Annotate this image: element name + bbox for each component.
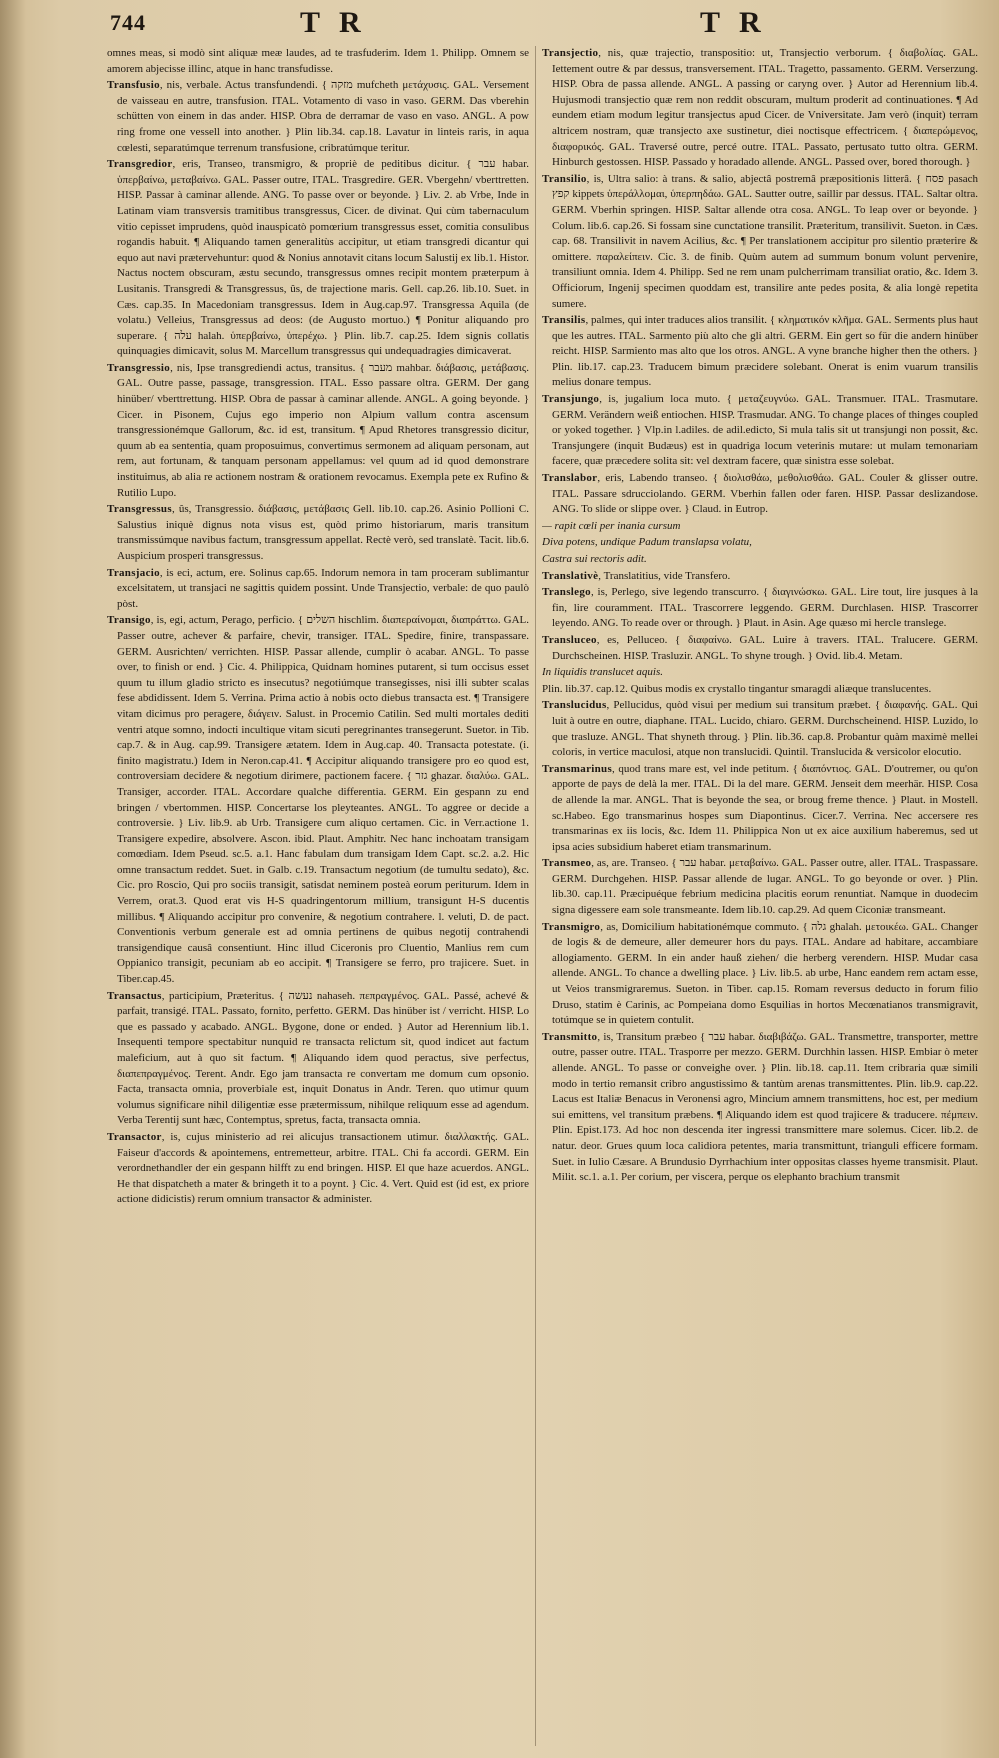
entry-headword: Transfusio — [107, 79, 160, 92]
entry-text: , as, are. Transeo. { עבר habar. μεταβαίνω. GAL. Passer outre, aller. ITAL. Traspassare. GERM. Durchgehen. HISP. Passar allende de lugar. ANGL. To go beyonde or over. } Plin. lib.30. cap.11. Præcipuéque febrium medicina placitis eorum renuntiat. Namque in duodecim signa digessere eam sole transmeante. Idem lib.10. cap.29. Ad quem Ciconiæ transmeant. — [552, 857, 978, 917]
dictionary-entry — [542, 392, 978, 470]
dictionary-entry — [107, 157, 529, 360]
entry-headword: Transgredior — [107, 158, 173, 171]
entry-text: , ûs, Transgressio. διάβασις, μετάβασις Gell. lib.10. cap.26. Asinio Pollioni C. Salustius iniquè dignus nota visus est, quòd primo historiarum, maris transitum transmissúmque navibus factum, transgressum appellat. Rectè verò, sed translatè. Tacit. lib.6. Auspicium prosperi transgressus. — [117, 503, 529, 562]
dictionary-entry — [542, 698, 978, 760]
entry-text: , as, Domicilium habitationémque commuto. { גלה ghalah. μετοικέω. GAL. Changer de logis & de demeure, aller demeurer hors du pays. ITAL. Andare ad habitare, accambiare allogiamento. GERM. In ein ander hauß ziehen/ die herberg verendern. HISP. Mudar casa allende. ANGL. To chance a dwelling place. } Liv. lib.5. ab urbe, Hanc eandem rem actam esse, ut Veios transmigraremus. Sueton. in Tiber. cap.15. Romam reversus deducto in forum filio Druso, statim è Carinis, ac Pompeiana domo Esquilias in hortos Mecœnatianos transmigravit, totúmque se in quietem contulit. — [552, 920, 978, 1027]
entry-headword: Translego — [542, 586, 591, 599]
dictionary-entry — [107, 1130, 529, 1208]
running-head-right: T R — [700, 6, 767, 39]
entry-text: , es, Pelluceo. { διαφαίνω. GAL. Luire à travers. ITAL. Tralucere. GERM. Durchscheinen. HISP. Trasluzir. ANGL. To shyne trough. } Ovid. lib.4. Metam. — [552, 633, 978, 662]
entry-text: , is, jugalium loca muto. { μεταζευγνύω. GAL. Transmuer. ITAL. Trasmutare. GERM. Verändern weiß entiochen. HISP. Trasmudar. ANG. To change places of thinges coupled or yoked together. } Vlp.in l.adiles. de adil.edicto, Si mula talis sit ut transjungi non possit, &c. Transjungere (inquit Budæus) est in quadriga locum veterinis mutare: ut mulam temonariam facere, quæ præcedere solita sit: vel dextram facere, quæ sinistra esse solebat. — [552, 393, 978, 468]
dictionary-entry — [542, 172, 978, 312]
dictionary-entry — [542, 46, 978, 171]
entry-text: omnes meas, si modò sint aliquæ meæ laudes, ad te trasfuderim. Idem 1. Philipp. Omnem se amorem abjecisse illinc, atque in hanc transfudisse. — [107, 47, 529, 75]
entry-text: , is, Transitum præbeo { עבר habar. διαβιβάζω. GAL. Transmettre, transporter, mettre outre, passer outre. ITAL. Trasporre per mezzo. GERM. Durchhin lassen. HISP. Embiar ò meter allende. ANGL. To passe or conveighe over. } Plin. lib.18. cap.11. Item cribraria quæ simili modo in tertio remansit cribro angustissimo & tantùm arenas transmittentes. Plin. lib.9. cap.22. Lacus est Italiæ Benacus in Veronensi agro, Mincium amnem transmittens, hoc est, per medium sui emittens, vel transitum præbens. ¶ Aliquando idem est quod trajicere & traducere. πέμπειν. Plin. Epist.173. Ad hoc non descenda iter ingressi transmittere mare solemus. Cicer. lib.2. de natur. deor. Grues quum loca calidiora petentes, maria transmittunt, trianguli efficere formam. Suet. in Iulio Cæsare. A Brundusio Dyrrhachium inter oppositas classes hyeme transmisit. Plaut. Milit. sc.1. a.1. Per corium, per viscera, perque os elephanto brachium transmit — [552, 1030, 978, 1184]
entry-headword: Transactor — [107, 1130, 162, 1143]
entry-headword: Transjungo — [542, 393, 600, 406]
column-rule — [535, 46, 536, 1746]
dictionary-entry — [542, 633, 978, 664]
dictionary-entry — [107, 78, 529, 156]
entry-headword: Translabor — [542, 472, 598, 485]
entry-text: , participium, Præteritus. { נעשה nahaseh. πεπραγμένος. GAL. Passé, achevé & parfait, transigé. ITAL. Passato, fornito, perfetto. GERM. Das hinüber ist / verricht. HISP. Lo que es passado y acabado. ANGL. Bygone, done or ended. } Autor ad Herennium lib.1. Insequenti tempore spectabitur nunquid re transacta relictum sit, quod indicet aut factum maleficium, aut à quo sit factum. ¶ Aliquando idem quod peractus, sive perfectus, διαπεπραγμένος. Terent. Andr. Ego jam transacta re convertam me domum cum opsonio. Facta, transacta omnia, proverbiale est, inquit Donatus in Andr. Teren. quo utimur quum volumus significare nihil diligentiæ esse prætermissum, nihilque reliquum esse ad agendum. Verba Terentij sunt hæc, Contemptus, spretus, facta, transacta omnia. — [117, 989, 529, 1127]
verse-line — [542, 665, 978, 681]
dictionary-entry — [542, 920, 978, 1029]
dictionary-entry — [542, 682, 978, 698]
entry-text: , eris, Transeo, transmigro, & propriè de peditibus dicitur. { עבר habar. ὑπερβαίνω, μεταβαίνω. GAL. Passer outre, ITAL. Trasgredire. GER. Vbergehn/ vberttretten. HISP. Passar à caminar allende. ANG. To passe over or beyonde. } Liv. 2. ab Vrbe, Inde in Latinam viam transversis tramitibus transgressus, Cicer. de divinat. Qui cùm tabernaculum vitio cepisset imprudens, quòd inauspicatò pomœrium transgressus esset, comitia consulibus rogandis habuit. ¶ Aliquando tamen generalitùs accipitur, ut etiam transgredi dicantur qui equo aut navi prætervehuntur: quod & Nonius annotavit citans locum Salustij ex lib.1. Histor. Nactus noctem obscuram, æstu secundo, transgressus omnes recipit montem præterpum à Lusitanis. Transgredi & Transgressus, ûs, de trajectione maris. Gell. cap.26. lib.10. Suet. in Cæs. cap.35. In Macedoniam transgressus. Idem in Aug.cap.97. Transgressa Aquila (de volatu.) Velleius, Transgressus ad deos: (de Augusto mortuo.) ¶ Ponitur aliquando pro superare. { עלה halah. ὑπερβαίνω, ὑπερέχω. } Plin. lib.7. cap.25. Idem signis collatis quinquagies dimicavit, solus M. Marcellum transgressus qui undequadragies dimicaverat. — [117, 158, 529, 358]
entry-headword: Transmitto — [542, 1030, 598, 1043]
entry-headword: Transmarinus — [542, 762, 613, 775]
entry-headword: Transmigro — [542, 920, 601, 933]
entry-text: , is, Perlego, sive legendo transcurro. { διαγινώσκω. GAL. Lire tout, lire jusques à la fin, lire couramment. ITAL. Trascorrere leggendo. GERM. Durchlasen. HISP. Trascorrer leyendo. ANG. To reade over or through. } Plaut. in Asin. Age quæso mi hercle translege. — [552, 586, 978, 630]
entry-text: , palmes, qui inter traduces alios transilit. { κληματικόν κλῆμα. GAL. Serments plus haut que les autres. ITAL. Sarmento più alto che gli altri. GERM. Ein gert so für die andern hinüber reicht. HISP. Sarmiento mas alto que los otros. ANGL. A vyne branche higher then the others. } Plin. lib.17. cap.23. Traducem bimum præcidere solebant. Onerat is enim vuarum transilis melius donare tempus. — [552, 314, 978, 389]
dictionary-entry — [107, 46, 529, 77]
entry-headword: Transilio — [542, 172, 587, 185]
dictionary-entry — [542, 1030, 978, 1186]
entry-text: , nis, verbale. Actus transfundendi. { מזקה mufcheth μετάχυσις. GAL. Versement de vaisseau en autre, transfusion. ITAL. Votamento di vaso in vaso. GERM. Das vberehin schütten von einem in das ander. HISP. Obra de derramar de vaso en vaso. ANGL. A pow ring frome one vessell into another. } Plin lib.34. cap.18. Lavatur in linteis raris, in aqua cœlesti, separatúmque terrenum transfusione, cribratúmque teritur. — [117, 79, 529, 154]
entry-headword: Transilis — [542, 314, 586, 327]
entry-headword: Transactus — [107, 989, 162, 1002]
page-edge-shadow — [0, 0, 26, 1758]
dictionary-entry — [542, 585, 978, 632]
entry-text: Diva potens, undique Padum translapsa volatu, — [542, 536, 752, 549]
running-head-left: T R — [300, 6, 367, 39]
entry-headword: Transjacio — [107, 566, 160, 579]
entry-text: , Pellucidus, quòd visui per medium sui transitum præbet. { διαφανής. GAL. Qui luit à outre en outre, diaphane. ITAL. Lucido, chiaro. GERM. Durchscheinend. HISP. Luzido, lo que trasluze. ANGL. That shyneth throug. } Plin. lib.36. cap.8. Probantur quàm maximè mellei coloris, in vertice maculosi, atque non translucidi. Quintil. Translucida & versicolor elocutio. — [552, 699, 978, 759]
entry-headword: Translucidus — [542, 699, 607, 712]
entry-text: , is, cujus ministerio ad rei alicujus transactionem utimur. διαλλακτής. GAL. Faiseur d'accords & apointemens, entremetteur, arbitre. ITAL. Chi fa accordi. GERM. Ein verordnethandler der ein gespann hilfft zu end bringen. HISP. El que haze acuerdos. ANGL. He that dispatcheth a mater & bringeth it to a poynt. } Cic. 4. Vert. Quid est (id est, ex priore actione didicistis) rerum omnium transactor & administer. — [117, 1130, 529, 1206]
right-column — [542, 46, 978, 1746]
dictionary-entry — [107, 613, 529, 987]
dictionary-entry — [542, 471, 978, 518]
dictionary-entry — [107, 502, 529, 564]
dictionary-entry — [107, 361, 529, 501]
entry-headword: Transigo — [107, 614, 151, 627]
entry-text: , Translatitius, vide Transfero. — [598, 569, 731, 582]
dictionary-entry — [542, 569, 978, 585]
entry-text: , eris, Labendo transeo. { διολισθάω, μεθολισθάω. GAL. Couler & glisser outre. ITAL. Passare sdrucciolando. GERM. Vberhin fallen oder faren. HISP. Passar deslizandose. ANG. To slide or slippe over. } Claud. in Eutrop. — [552, 472, 978, 516]
entry-text: , is eci, actum, ere. Solinus cap.65. Indorum nemora in tam proceram sublimantur excelsitatem, ut transjaci ne sagittis quidem possint. Unde Transjectio, verbale: de quo paulò pòst. — [117, 566, 529, 610]
verse-line — [542, 519, 978, 535]
left-column — [107, 46, 529, 1746]
entry-text: , is, Ultra salio: à trans. & salio, abjectâ postremâ præpositionis litterâ. { פסח pasach קפץ kippets ὑπεράλλομαι, ὑπερπηδάω. GAL. Sautter outre, saillir par dessus. ITAL. Saltar oltra. GERM. Vberhin springen. HISP. Saltar allende otra cosa. ANGL. To leap over or beyonde. } Colum. lib.6. cap.26. Si fossam sine cunctatione transilit. Præteritum, transilivit. Sueton. in Cæs. cap. 68. Transilivit in navem Acilius, &c. ¶ Per translationem accipitur pro silentio præterire & omittere. παραλείπειν. Cic. 3. de finib. Quùm autem ad summum bonum volunt pervenire, transiliunt omnia. Idem 4. Philipp. Sed ne rem unam pulcherrimam transiliat oratio, &c. Idem 3. Officiorum, Ingenij specimen quoddam est, transilire ante pedes posita, & alia longè repetita sumere. — [552, 172, 978, 310]
entry-headword: Transgressus — [107, 503, 172, 516]
entry-text: , quod trans mare est, vel inde petitum. { διαπόντιος. GAL. D'outremer, ou qu'on apporte de pays de delà la mer. ITAL. Di la del mare. GERM. Jenseit dem meerhär. HISP. Cosa de allende la mar. ANGL. That is beyonde the sea, or broug freme thence. } Plaut. in Mostell. sc.Habeo. Ego transmarinus hospes sum Diapontinus. Cicer.7. Verrina. Nec accersere res transmarinas ex iis locis, &c. Idem 11. Philippica Non ut ex aice auxilium haberemus, sed ut ipsa acies subsidium haberet etiam transmarinum. — [552, 762, 978, 853]
page-header — [0, 6, 999, 46]
entry-headword: Transmeo — [542, 857, 592, 870]
entry-text: In liquidis translucet aquis. — [542, 666, 663, 679]
entry-text: Plin. lib.37. cap.12. Quibus modis ex crystallo tingantur smaragdi aliæque translucentes. — [542, 682, 932, 695]
entry-text: , is, egi, actum, Perago, perficio. { השלים hischlim. διαπεραίνομαι, διαπράττω. GAL. Passer outre, achever & parfaire, chevir, transiger. ITAL. Spedire, finire, transpassare. GERM. Ausrichten/ verrichten. HISP. Passar allende, cumplir ò acabar. ANGL. To passe over, to finish or end. } Cic. 4. Philippica, Quidnam homines putarent, si tum occisus esset quum tu illum gladio stricto es insecutus? negotiúmque transegisses, nisi illi subter scalas fese abdidissent. Idem 5. Verrina. Prima actio à nobis octo diebus transacta est. ¶ Transigere vitam dicimus pro peragere, διάγειν. Salust. in Procemio Catilin. Sed multi mortales dediti ventri atque somno, indocti incultique vitam sicuti peregrinantes transegerunt. Suetor. in Tib. cap.7. & in Aug. cap.99. Transigere ætatem. Idem in Aug.cap. 40. Transacta potestate. (i. finito magistratu.) Idem in Neron.cap.41. ¶ Accipitur aliquando transigere pro eo quod est, controversiam decidere & negotium dirimere, pactionem facere. { גזר ghazar. διαλύω. GAL. Transiger, accorder. ITAL. Accordare qualche differentia. GERM. Ein gespann zu end bringen / vbertommen. HISP. Concertarse los pleyteantes. ANGL. To aggree or decide a controversie. } Liv. lib.9. ab Urb. Transigere cum aliquo certamen. Cic. in Verr.actione 1. Transigere expedire, absolvere. Ascon. ibid. Plaut. Amphitr. Nec hanc inchoatam transigam comœdiam. Idem Pseud. sc.5. a.1. Hanc fabulam dum transigam Idem Capt. sc.2. a.2. Hic omne transactum reddet. Suet. in Galb. c.19. Transactum negotium (de tumultu sedato), &c. Cic. pro Roscio, Qui pro sociis transigit, satisdat neminem posteà eorum periturum. Idem in Verrem, orat.3. Quod erat vis H-S quadringentorum millium, transigunt H-S ducentis millibus. ¶ Aliquando accipitur pro convenire, & negotium contrahere. l. veluti, D. de pact. Conventionis verbum generale est ad omnia pertinens de quibus negotij contrahendi transigendique causâ consentiunt. Hinc illud Ciceronis pro Cluentio, Manlius rem cum Oppianico transigit, pecuniam ab eo accipit. ¶ Transigere se ferro, pro trajicere. Suet. in Tiber.cap.45. — [117, 614, 529, 986]
entry-headword: Transgressio — [107, 361, 171, 374]
verse-line — [542, 535, 978, 551]
entry-headword: Translativè — [542, 569, 599, 582]
entry-text: — rapit cœli per inania cursum — [542, 519, 681, 532]
page-number: 744 — [110, 10, 146, 35]
entry-text: , nis, quæ trajectio, transpositio: ut, Transjectio verborum. { διαβολίας. GAL. Iettement outre & par dessus, transversement. ITAL. Tragetto, passamento. GERM. Verserzung. HISP. Obra de passa allende. ANGL. A passing or caryng over. } Autor ad Herennium lib.4. Hujusmodi transjectio quæ rem non reddit obscuram, multum proderit ad continuationes. ¶ Ad eundem etiam modum legitur transjectus apud Cicer. de Vniversitate. Jam verò (inquit) terram altricem nostram, quæ transjecto axe sustinetur, diei noctisque effectricem. { διαπερώμενος, διαφορικός. GAL. Traversé outre, percé outre. ITAL. Passato, pertusato tutto oltra. GERM. Hinburch gestossen. HISP. Passado y horadado allende. ANGL. Passed over, bored thorough. } — [552, 47, 978, 169]
verse-line — [542, 552, 978, 568]
entry-text: Castra sui rectoris adit. — [542, 553, 647, 565]
entry-headword: Transjectio — [542, 47, 599, 59]
dictionary-entry — [107, 989, 529, 1129]
dictionary-entry — [542, 313, 978, 391]
entry-text: , nis, Ipse transgrediendi actus, transitus. { מעבר mahbar. διάβασις, μετάβασις. GAL. Outre passe, passage, transgression. ITAL. Esso passare oltra. GERM. Der gang hinüber/ vberttrettung. HISP. Obra de passar à caminar allende. ANGL. A going beyonde. } Cicer. in Pisonem, Cujus ego imperio non Alpium vallum contra ascensum transgressionémque Gallorum, &c. id est, transitum. ¶ Apud Rhetores transgressio dicitur, quum ab ea sententia, quam proposuimus, convertimus sermonem ad aliquam personam, aut rem, aut fortunam, & tanquam personam appellamus: vel quum ad id quod demonstrare instituimus, ab alia re actionem nostram & orationem revocamus. Exempla pete ex Rufino & Rutilio Lupo. — [117, 361, 529, 499]
dictionary-entry — [542, 856, 978, 918]
dictionary-entry — [107, 566, 529, 613]
entry-headword: Transluceo — [542, 633, 597, 646]
dictionary-entry — [542, 762, 978, 856]
